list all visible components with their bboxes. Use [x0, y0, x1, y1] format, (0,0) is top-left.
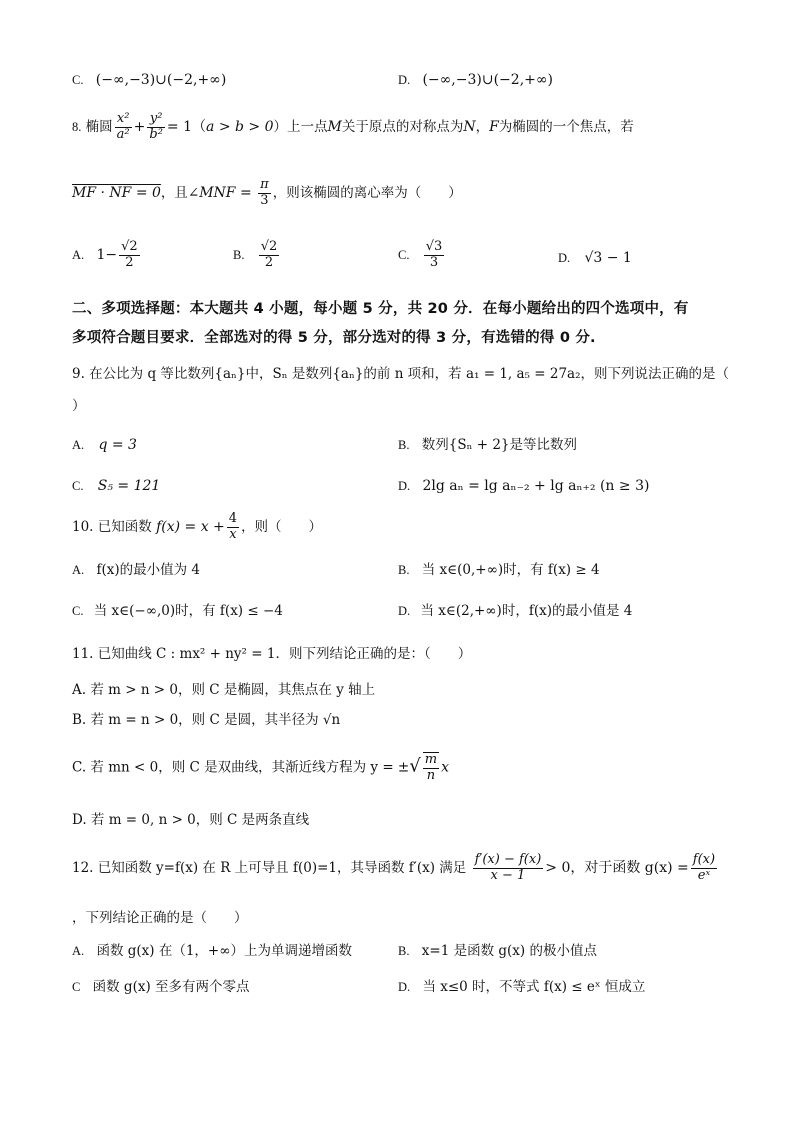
denominator: x − 1 [490, 867, 526, 883]
q8-text: ）上一点 [273, 118, 328, 135]
numerator: π [260, 177, 269, 192]
point-m: M [327, 118, 342, 135]
q8-stem-line2 [72, 178, 462, 209]
numerator: f(x) [692, 852, 716, 867]
variable-x: x [441, 759, 449, 776]
option-text: 数列{Sₙ + 2}是等比数列 [421, 437, 578, 453]
q12-option-c [72, 979, 250, 995]
denominator: 2 [125, 254, 134, 270]
option-fraction [259, 240, 280, 271]
option-label: B. [398, 944, 410, 958]
fraction-y2-b2 [147, 112, 165, 143]
q9-option-a [72, 437, 137, 454]
function-expr: f(x) = x + [156, 518, 225, 535]
condition: a > b > 0 [206, 118, 274, 135]
section-header-line1: 二、多项选择题：本大题共 4 小题，每小题 5 分，共 20 分．在每小题给出的四个选项中，有 [72, 301, 689, 317]
q8-stem-line1: 8. 椭圆 $\frac{\text{x²}}{\text{a²}}$ + $\frac{\text{y²}}{\text{b²}}$ = 1（a > b > 0）上一点M关于原点的对称点为N，F为椭圆的一个焦点，若 [72, 111, 634, 142]
q10-text: 10. 已知函数 [72, 518, 152, 535]
option-text: 2lg aₙ = lg aₙ₋₂ + lg aₙ₊₂ (n ≥ 3) [422, 478, 650, 494]
option-text: S₅ = 121 [97, 478, 161, 494]
q10-option-d [398, 603, 632, 619]
point-n: N [463, 118, 476, 135]
q7-option-d [398, 72, 553, 89]
denominator: b² [149, 126, 163, 142]
q10-option-a [72, 562, 200, 578]
q11-option-d: D. 若 m = 0, n > 0，则 C 是两条直线 [72, 812, 310, 828]
angle-name: MNF [199, 184, 236, 201]
q8-option-c [398, 240, 446, 271]
q8-text: 关于原点的对称点为 [341, 118, 464, 135]
denominator: a² [116, 126, 130, 142]
q8-text: 为椭圆的一个焦点，若 [498, 118, 634, 135]
q8-option-d [558, 250, 632, 267]
q11-option-b: B. 若 m = n > 0，则 C 是圆，其半径为 √n [72, 712, 341, 728]
option-label: C. [72, 73, 84, 87]
option-label: C. [72, 604, 84, 618]
option-label: D. [398, 980, 411, 994]
q11-stem: 11. 已知曲线 C : mx² + ny² = 1．则下列结论正确的是：（ ） [72, 646, 472, 662]
q8-text: 椭圆 [85, 118, 113, 135]
option-label: C [72, 980, 81, 994]
option-label: A. [72, 563, 85, 577]
q8-text: ，且∠ [160, 184, 200, 201]
equation-part: = 1（ [166, 118, 207, 135]
q8-text: ，则该椭圆的离心率为（ ） [272, 184, 462, 201]
fraction-pi-3 [258, 178, 271, 209]
q9-stem-line2: ） [72, 398, 86, 414]
numerator: f′(x) − f(x) [474, 852, 542, 867]
numerator: 4 [228, 511, 238, 526]
q10-stem [72, 512, 322, 543]
q12-text: > 0，对于函数 g(x) = [545, 859, 689, 876]
q12-stem-line1 [72, 853, 719, 884]
option-fraction [424, 240, 445, 271]
q12-option-a [72, 943, 352, 959]
numerator: √2 [260, 239, 278, 254]
sqrt-fraction [423, 752, 439, 784]
fraction-4-x [227, 512, 239, 543]
option-text: 函数 g(x) 在（1，+∞）上为单调递增函数 [96, 943, 352, 959]
option-expr: (−∞,−3)∪(−2,+∞) [95, 72, 227, 88]
vector-dot-product: MF · NF = 0 [72, 184, 161, 201]
option-text: 当 x≤0 时，不等式 f(x) ≤ eˣ 恒成立 [422, 979, 646, 995]
q11-option-c: C. 若 mn < 0，则 C 是双曲线，其渐近线方程为 y = ±√ $\frac{m}{n}$ x [72, 752, 449, 783]
denominator: 3 [260, 192, 269, 208]
q9-option-c [72, 478, 160, 495]
option-label: D. [398, 73, 411, 87]
option-expr: (−∞,−3)∪(−2,+∞) [422, 72, 553, 88]
equals: = [235, 184, 257, 201]
option-text: f(x)的最小值为 4 [96, 562, 200, 578]
option-text: x=1 是函数 g(x) 的极小值点 [421, 943, 597, 959]
numerator: y² [147, 112, 165, 128]
q7-option-c [72, 72, 226, 89]
q12-option-b [398, 943, 597, 959]
numerator: x² [115, 112, 132, 128]
fraction-g [691, 853, 717, 884]
option-text: 函数 g(x) 至多有两个零点 [92, 979, 250, 995]
q12-option-d [398, 979, 645, 995]
denominator: eˣ [697, 867, 711, 883]
q8-option-a [72, 240, 142, 271]
q12-stem-line2: ，下列结论正确的是（ ） [72, 910, 248, 926]
option-prefix: 1− [96, 246, 118, 263]
option-label: C. [398, 247, 410, 262]
option-fraction [119, 240, 140, 271]
fraction-derivative [473, 853, 544, 884]
q9-stem-line1: 9. 在公比为 q 等比数列{aₙ}中，Sₙ 是数列{aₙ}的前 n 项和，若 a₁ = 1, a₅ = 27a₂，则下列说法正确的是（ [72, 366, 729, 382]
option-label: D. [398, 479, 411, 493]
option-text: 当 x∈(2,+∞)时，f(x)的最小值是 4 [420, 603, 633, 619]
q9-option-b [398, 437, 577, 453]
denominator: 2 [264, 254, 274, 270]
option-label: B. [233, 247, 245, 262]
denominator: n [426, 767, 436, 783]
numerator: √3 [425, 239, 443, 254]
option-label: D. [558, 251, 571, 265]
option-label: A. [72, 944, 85, 958]
denominator: 3 [429, 254, 439, 270]
option-text: q = 3 [98, 437, 137, 453]
q12-text: 12. 已知函数 y=f(x) 在 R 上可导且 f(0)=1，其导函数 f′(x) 满足 [72, 859, 467, 876]
option-label: C. [72, 479, 84, 493]
option-text: 当 x∈(0,+∞)时，有 f(x) ≥ 4 [421, 562, 600, 578]
q11-option-a: A. 若 m > n > 0，则 C 是椭圆，其焦点在 y 轴上 [72, 682, 376, 698]
numerator: √2 [121, 239, 138, 254]
numerator: m [424, 752, 438, 767]
option-text: 当 x∈(−∞,0)时，有 f(x) ≤ −4 [93, 603, 283, 619]
option-label: A. [72, 438, 85, 452]
section-header-line2: 多项符合题目要求．全部选对的得 5 分，部分选对的得 3 分，有选错的得 0 分. [72, 330, 596, 346]
q8-option-b [233, 240, 281, 271]
option-label: B. [398, 438, 410, 452]
point-f: F [489, 118, 499, 135]
option-label: B. [398, 563, 410, 577]
question-number: 8. [72, 119, 82, 134]
option-expr: √3 − 1 [584, 250, 632, 266]
q9-option-d [398, 478, 649, 495]
q10-text: ，则（ ） [241, 518, 323, 535]
fraction-x2-a2 [115, 112, 132, 143]
option-text: C. 若 mn < 0，则 C 是双曲线，其渐近线方程为 y = ± [72, 759, 410, 776]
q10-option-b [398, 562, 600, 578]
option-label: A. [72, 247, 85, 262]
denominator: x [229, 526, 237, 542]
option-label: D. [398, 604, 411, 618]
q8-text: ， [475, 118, 490, 135]
q10-option-c [72, 603, 283, 619]
